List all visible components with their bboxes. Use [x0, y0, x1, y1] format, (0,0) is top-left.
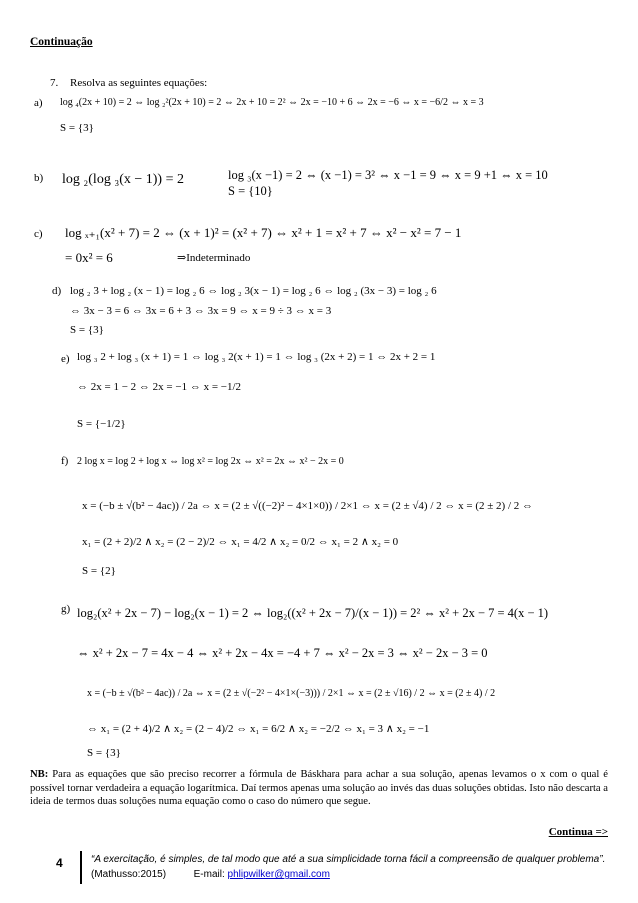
item-e-line2: ⇔ 2x = 1 − 2 ⇔ 2x = −1 ⇔ x = −1/2 — [77, 381, 242, 393]
footer-email-label: E-mail: — [193, 869, 225, 880]
item-b-solution: S = {10} — [228, 184, 273, 198]
continue-link[interactable]: Continua => — [548, 826, 608, 838]
page-title: Continuação — [30, 36, 93, 48]
item-c-note: ⇒Indeterminado — [177, 252, 251, 264]
item-e-solution: S = {−1/2} — [77, 418, 126, 430]
item-e-label: e) — [61, 353, 70, 365]
item-d-solution: S = {3} — [70, 324, 104, 336]
item-g-line4: ⇔ x₁ = (2 + 4)/2 ∧ x₂ = (2 − 4)/2 ⇔ x₁ = 6/2 ∧ x₂ = −2/2 ⇔ x₁ = 3 ∧ x₂ = −1 — [87, 723, 430, 735]
item-g-line1: log₂(x² + 2x − 7) − log₂(x − 1) = 2 ⇔ log₂((x² + 2x − 7)/(x − 1)) = 2² ⇔ x² + 2x − 7 = 4(x − 1) — [77, 606, 549, 620]
item-c-label: c) — [34, 228, 43, 240]
item-f-line1: 2 log x = log 2 + log x ⇔ log x² = log 2x ⇔ x² = 2x ⇔ x² − 2x = 0 — [77, 456, 344, 467]
footer-email-link[interactable]: phlipwilker@gmail.com — [227, 869, 330, 880]
item-d-line1: log ₂ 3 + log ₂ (x − 1) = log ₂ 6 ⇔ log ₂ 3(x − 1) = log ₂ 6 ⇔ log ₂ (3x − 3) = log ₂ 6 — [70, 285, 437, 297]
item-b-line1: log ₃(x −1) = 2 ⇔ (x −1) = 3² ⇔ x −1 = 9 ⇔ x = 9 +1 ⇔ x = 10 — [228, 168, 548, 182]
footer-credits — [91, 869, 330, 880]
item-e-line1: log ₃ 2 + log ₃ (x + 1) = 1 ⇔ log ₃ 2(x + 1) = 1 ⇔ log ₃ (2x + 2) = 1 ⇔ 2x + 2 = 1 — [77, 351, 436, 363]
item-f-solution: S = {2} — [82, 565, 116, 577]
exercise-prompt: Resolva as seguintes equações: — [70, 77, 208, 89]
item-d-label: d) — [52, 285, 62, 297]
item-f-label: f) — [61, 455, 69, 467]
item-f-line3: x₁ = (2 + 2)/2 ∧ x₂ = (2 − 2)/2 ⇔ x₁ = 4/2 ∧ x₂ = 0/2 ⇔ x₁ = 2 ∧ x₂ = 0 — [82, 536, 399, 548]
footer-divider — [80, 851, 82, 884]
item-g-line2: ⇔ x² + 2x − 7 = 4x − 4 ⇔ x² + 2x − 4x = −4 + 7 ⇔ x² − 2x = 3 ⇔ x² − 2x − 3 = 0 — [77, 646, 488, 660]
item-g-solution: S = {3} — [87, 747, 121, 759]
item-b-label: b) — [34, 172, 44, 184]
item-g-label: g) — [61, 603, 71, 615]
item-c-line2: = 0x² = 6 — [65, 250, 113, 265]
item-a-label: a) — [34, 97, 43, 109]
footer-author: (Mathusso:2015) — [91, 869, 167, 880]
item-f-line2: x = (−b ± √(b² − 4ac)) / 2a ⇔ x = (2 ± √((−2)² − 4×1×0)) / 2×1 ⇔ x = (2 ± √4) / 2 ⇔ x = (2 ± 2) / 2 ⇔ — [82, 500, 533, 512]
item-d-line2: ⇔ 3x − 3 = 6 ⇔ 3x = 6 + 3 ⇔ 3x = 9 ⇔ x = 9 ÷ 3 ⇔ x = 3 — [70, 305, 332, 317]
item-a-line1: log ₄(2x + 10) = 2 ⇔ log ₂²(2x + 10) = 2 ⇔ 2x + 10 = 2² ⇔ 2x = −10 + 6 ⇔ 2x = −6 ⇔ x = −6/2 ⇔ x = 3 — [60, 97, 484, 108]
item-b-equation: log ₂(log ₃(x − 1)) = 2 — [62, 172, 184, 187]
exercise-number: 7. — [50, 77, 59, 89]
item-a-solution: S = {3} — [60, 122, 94, 134]
note-label: NB: — [30, 769, 49, 780]
note-text: Para as equações que são preciso recorrer a fórmula de Báskhara para achar a sua solução, apenas levamos o x com o qual é possível tornar verdadeira a equação logarítmica. Daí termos apenas uma solução ao invés das duas soluções obtidas. Isto não descarta a ideia de termos duas soluções numa equação como o caso do número que segue. — [30, 769, 608, 808]
note-paragraph — [30, 768, 608, 809]
footer-quote: “A exercitação, é simples, de tal modo que até a sua simplicidade torna fácil a compreensão de qualquer problema”. — [91, 854, 606, 865]
item-g-line3: x = (−b ± √(b² − 4ac)) / 2a ⇔ x = (2 ± √(−2² − 4×1×(−3))) / 2×1 ⇔ x = (2 ± √16) / 2 ⇔ x = (2 ± 4) / 2 — [87, 688, 496, 699]
page-number: 4 — [56, 856, 63, 870]
item-c-line1: log ₓ₊₁(x² + 7) = 2 ⇔ (x + 1)² = (x² + 7) ⇔ x² + 1 = x² + 7 ⇔ x² − x² = 7 − 1 — [65, 225, 462, 240]
